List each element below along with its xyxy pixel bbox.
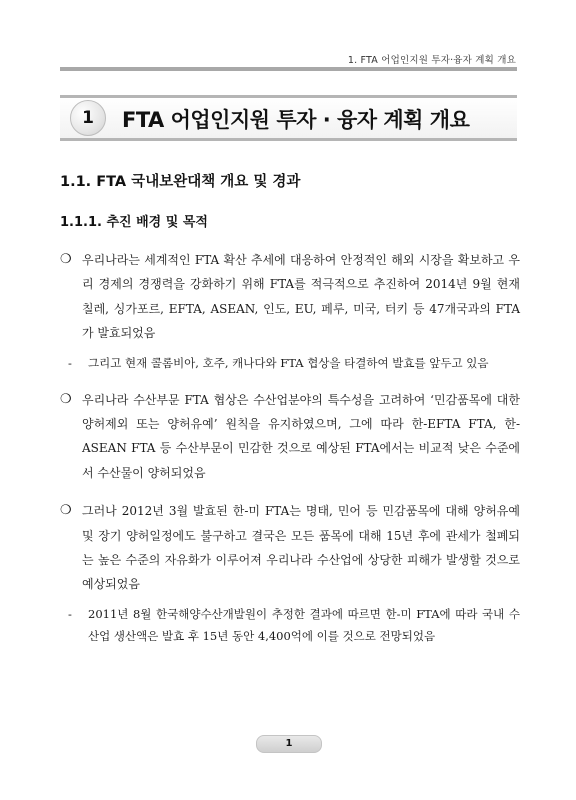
bullet-circle-icon: ❍ [60, 391, 72, 407]
sub-item-1 [58, 352, 520, 374]
section-title: 1.1. FTA 국내보완대책 개요 및 경과 [60, 174, 301, 190]
header-rule [60, 67, 517, 71]
paragraph-text: 우리나라 수산부문 FTA 협상은 수산업분야의 특수성을 고려하여 ‘민감품목에 대한 양허제외 또는 양허유예’ 원칙을 유지하였으며, 그에 따라 한-EFTA FTA, 한-ASEAN FTA 등 수산부문이 민감한 것으로 예상된 FTA에서는 비교적 낮은 수준에서 수산물이 양허되었음 [82, 392, 520, 480]
chapter-banner [60, 95, 517, 141]
bullet-circle-icon: ❍ [60, 503, 72, 519]
paragraph-text: 그러나 2012년 3월 발효된 한-미 FTA는 명태, 민어 등 민감품목에 대해 양허유예 및 장기 양허일정에도 불구하고 결국은 모든 품목에 대해 15년 후에 관세가 철폐되는 높은 수준의 자유화가 이루어져 우리나라 수산업에 상당한 피해가 발생할 것으로 예상되었음 [82, 504, 520, 592]
body-text [58, 248, 520, 647]
page-number: 1 [256, 735, 322, 753]
paragraph-text: 우리나라는 세계적인 FTA 확산 추세에 대응하여 안정적인 해외 시장을 확보하고 우리 경제의 경쟁력을 강화하기 위해 FTA를 적극적으로 추진하여 2014년 9월 현재 칠레, 싱가포르, EFTA, ASEAN, 인도, EU, 페루, 미국, 터키 등 47개국과의 FTA가 발효되었음 [82, 253, 520, 341]
paragraph-3 [58, 499, 520, 597]
sub-item-text: 그리고 현재 콜롬비아, 호주, 캐나다와 FTA 협상을 타결하여 발효를 앞두고 있음 [88, 355, 489, 370]
paragraph-1 [58, 248, 520, 346]
dash-marker: - [68, 355, 72, 370]
subsection-title: 1.1.1. 추진 배경 및 목적 [60, 215, 208, 230]
running-header: 1. FTA 어업인지원 투자·융자 계획 개요 [347, 55, 516, 66]
chapter-number-badge: 1 [70, 100, 106, 136]
sub-item-2 [58, 603, 520, 647]
chapter-title: FTA 어업인지원 투자 · 융자 계획 개요 [122, 108, 470, 132]
paragraph-2 [58, 388, 520, 486]
sub-item-text: 2011년 8월 한국해양수산개발원이 추정한 결과에 따르면 한-미 FTA에 따라 국내 수산업 생산액은 발효 후 15년 동안 4,400억에 이를 것으로 전망되었음 [88, 606, 520, 643]
dash-marker: - [68, 606, 72, 621]
bullet-circle-icon: ❍ [60, 252, 72, 267]
